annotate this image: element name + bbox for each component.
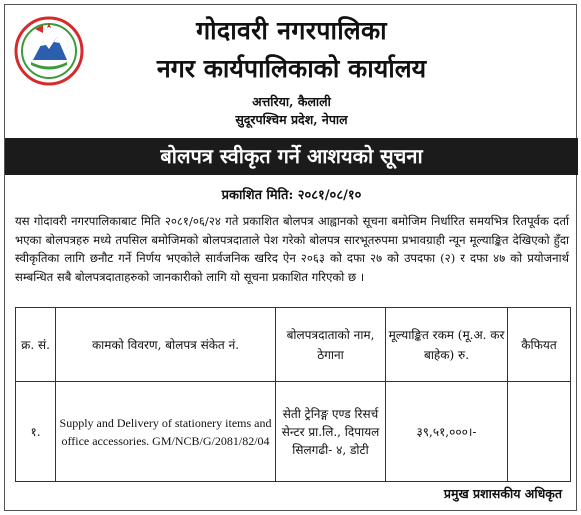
row-bidder: सेती ट्रेनिङ्ग एण्ड रिसर्च सेन्टर प्रा.लि., दिपायल सिलगढी- ४, डोटी <box>276 382 386 482</box>
notice-page <box>4 4 577 511</box>
table-header-row <box>16 308 571 382</box>
row-remarks <box>508 382 571 482</box>
table-row <box>16 382 571 482</box>
header-sn: क्र. सं. <box>16 308 56 382</box>
signatory-title: प्रमुख प्रशासकीय अधिकृत <box>443 486 562 501</box>
header-remarks: कैफियत <box>508 308 571 382</box>
office-name: नगर कार्यपालिकाको कार्यालय <box>156 54 427 83</box>
header-work: कामको विवरण, बोलपत्र संकेत नं. <box>56 308 276 382</box>
published-date: प्रकाशित मिति: २०८१/०८/१० <box>221 188 362 203</box>
notice-body: यस गोदावरी नगरपालिकाबाट मिति २०८१/०६/२४ गते प्रकाशित बोलपत्र आह्वानको सूचना बमोजिम निर्धारित समयभित्र रितपूर्वक दर्ता भएका बोलपत्रहरु मध्ये तपसिल बमोजिमको बोलपत्रदाताले पेश गरेको बोलपत्र सारभूतरुपमा प्रभावग्राही न्यून मूल्याङ्कित देखिएको हुँदा स्वीकृतिका लागि छनौट गर्ने निर्णय भएकोले सार्वजनिक खरिद ऐन २०६३ को दफा २७ को उपदफा (२) र दफा ४७ को प्रयोजनार्थ सम्बन्धित सबै बोलपत्रदाताहरुको जानकारीको लागि यो सूचना प्रकाशित गरिएको छ । <box>15 214 569 284</box>
notice-title: बोलपत्र स्वीकृत गर्ने आशयको सूचना <box>5 138 578 175</box>
header-bidder: बोलपत्रदाताको नाम, ठेगाना <box>276 308 386 382</box>
office-location: अत्तरिया, कैलाली <box>252 94 331 109</box>
header-amount: मूल्याङ्कित रकम (मू.अ. कर बाहेक) रु. <box>386 308 508 382</box>
org-name: गोदावरी नगरपालिका <box>196 16 387 45</box>
row-amount: ३९,५१,०००।- <box>386 382 508 482</box>
office-province: सुदूरपश्चिम प्रदेश, नेपाल <box>235 112 348 127</box>
bid-table <box>15 307 571 482</box>
row-work: Supply and Delivery of stationery items and office accessories. GM/NCB/G/2081/82/04 <box>56 382 276 482</box>
row-sn: १. <box>16 382 56 482</box>
